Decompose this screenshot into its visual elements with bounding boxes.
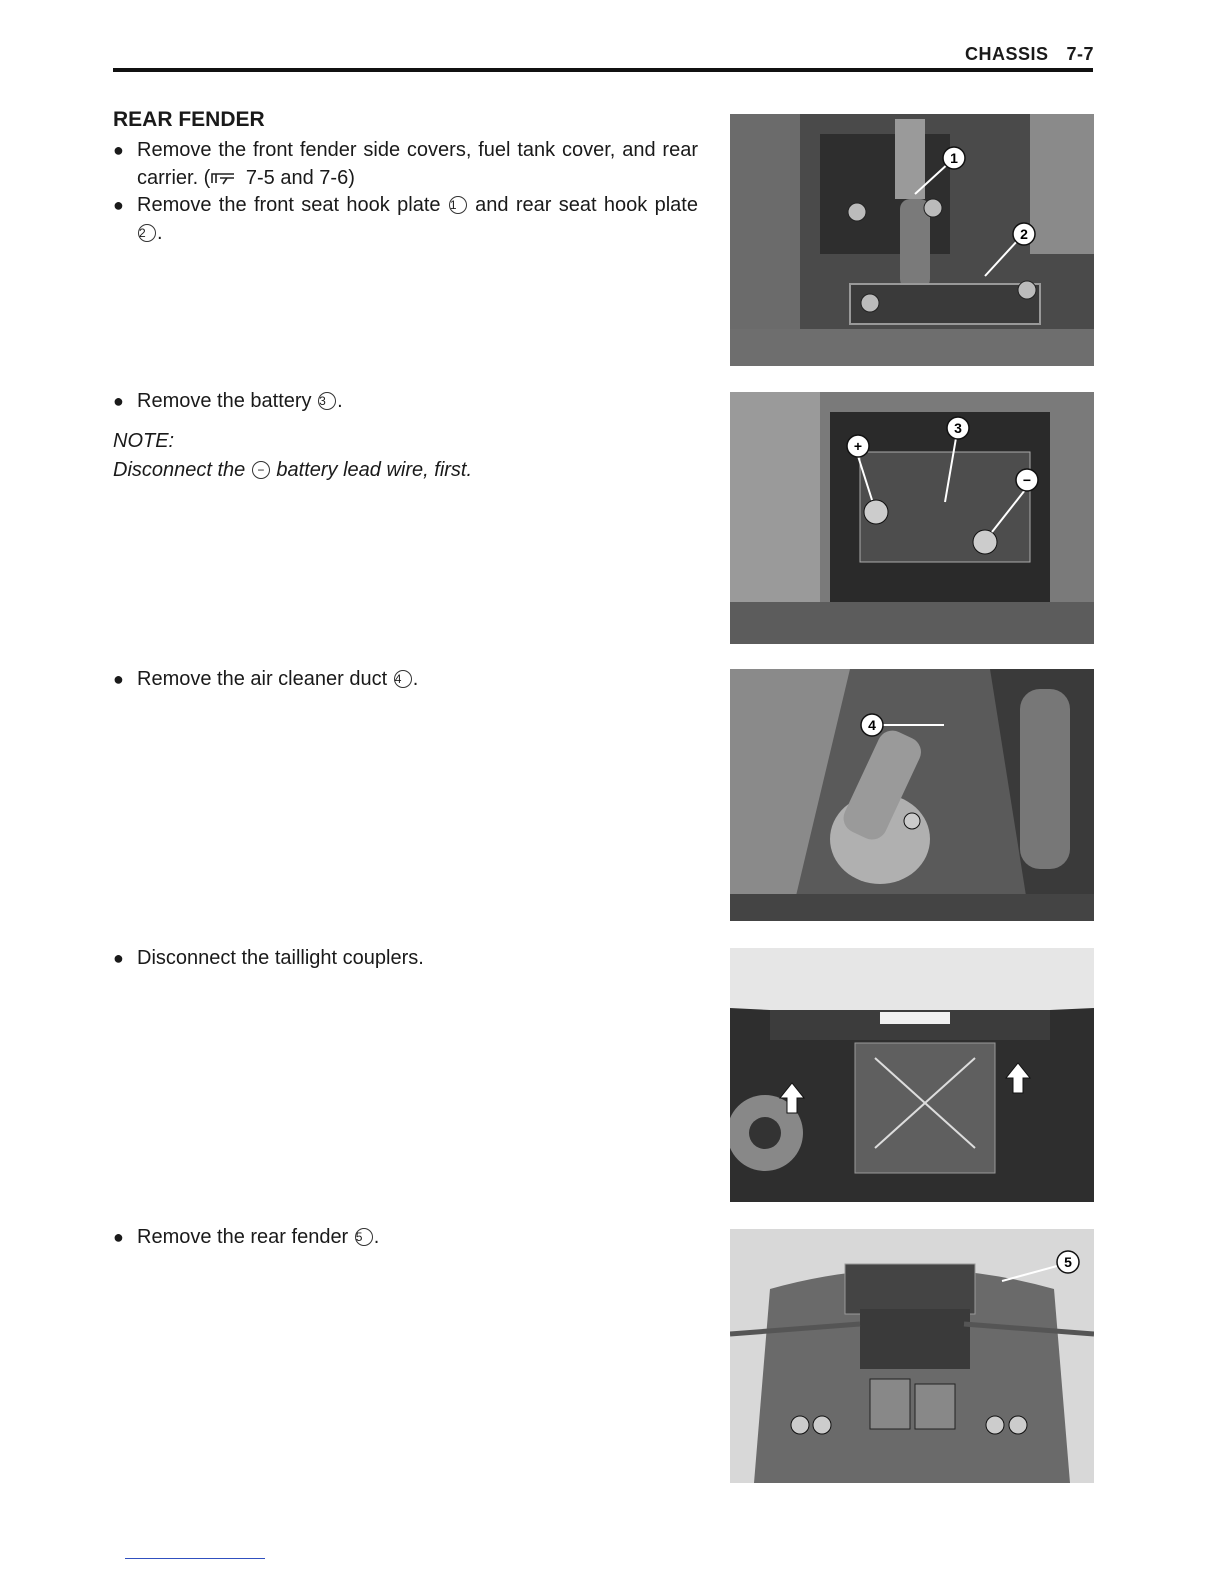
step-text: Disconnect the taillight couplers. [137,947,424,969]
callout-label: 4 [868,717,876,733]
bullet-icon: ● [113,669,124,689]
callout-label: 5 [1064,1254,1072,1270]
note-text: Disconnect the − battery lead wire, first. [113,459,473,481]
circled-number-marker: 3 [318,392,336,410]
section-name: CHASSIS [964,44,1049,64]
bullet-icon: ● [113,948,124,968]
footer-rule [125,1558,265,1559]
circled-number-marker: 1 [449,196,467,214]
circled-number-marker: 4 [394,670,412,688]
step-text: Remove the rear fender 5 . [137,1226,380,1248]
page-header [965,44,1094,65]
step-item [113,665,698,693]
note-label: NOTE: [113,430,175,452]
callout-label: 3 [954,420,962,436]
photo-air-cleaner-duct [730,669,1094,921]
photo-battery [730,392,1094,644]
header-rule [113,68,1093,72]
step-text: Remove the air cleaner duct 4 . [137,668,419,690]
bullet-icon: ● [113,195,124,215]
circled-number-marker: 5 [355,1228,373,1246]
step-text: Remove the front seat hook plate 1 and rear seat hook plate 2 . [137,194,698,244]
step-text: Remove the battery 3 . [137,390,343,412]
circled-number-marker: 2 [138,224,156,242]
callout-label: − [1022,472,1032,488]
photo-seat-hook-plates [730,114,1094,366]
step-item [113,136,698,192]
photo-rear-fender [730,1229,1094,1483]
negative-terminal-icon: − [252,461,270,479]
callout-label: 2 [1020,226,1028,242]
bullet-icon: ● [113,1227,124,1247]
photo-taillight-couplers [730,948,1094,1202]
step-item [113,387,698,415]
page-number: 7-7 [1066,44,1094,64]
bullet-icon: ● [113,140,124,160]
step-item [113,1223,698,1251]
step-item [113,191,698,247]
callout-label: + [853,438,863,454]
bullet-icon: ● [113,391,124,411]
callout-label: 1 [950,150,958,166]
section-title: REAR FENDER [113,108,265,131]
step-item [113,944,698,972]
reference-icon [210,171,240,185]
step-text: Remove the front fender side covers, fuel tank cover, and rear carrier. ( 7-5 and 7-6) [137,139,698,189]
